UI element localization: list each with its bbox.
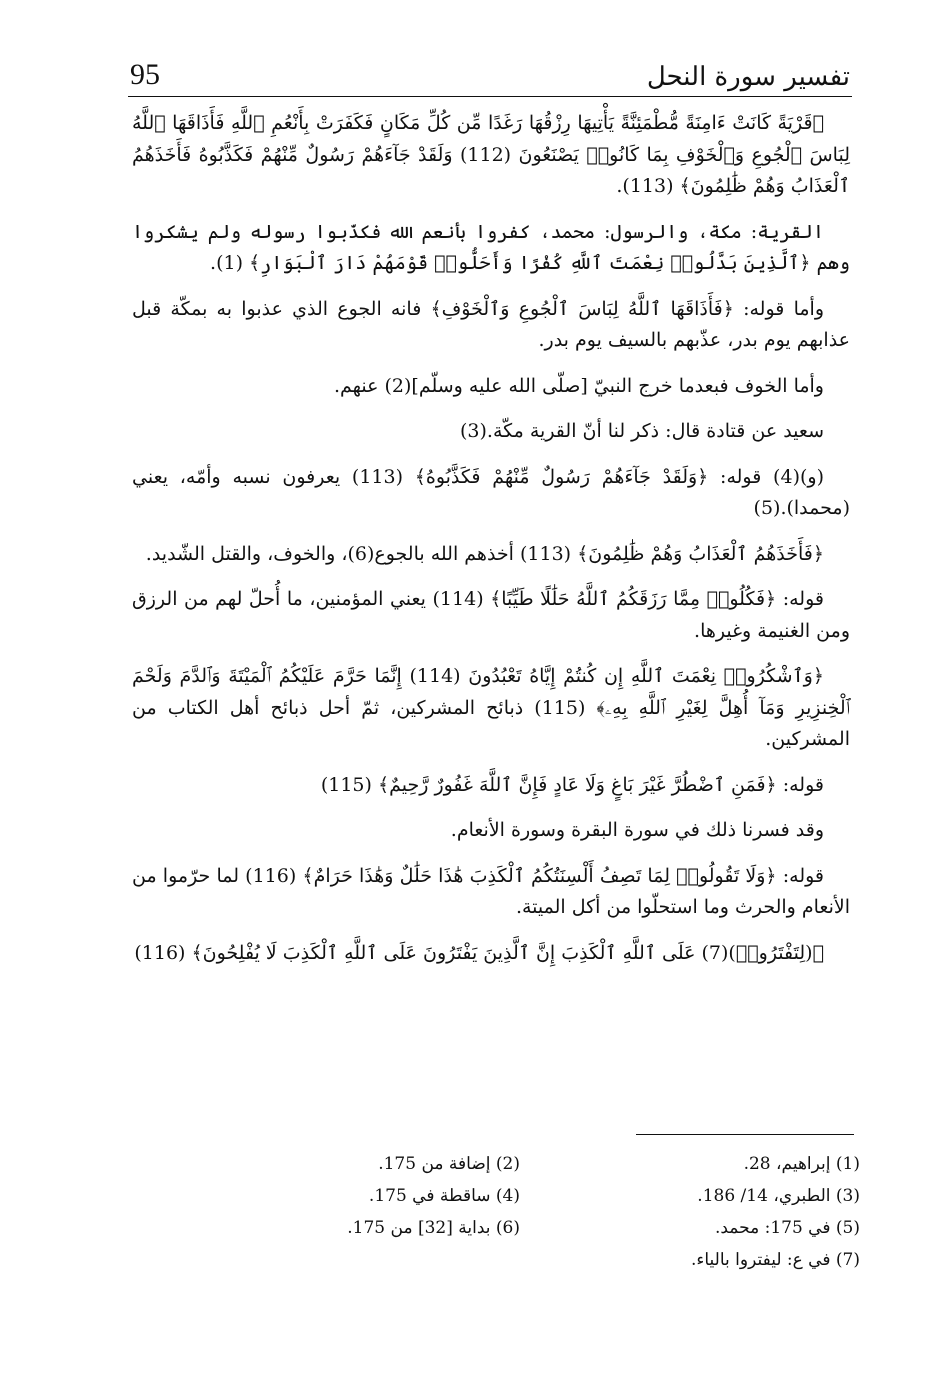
footnote-list [180,1150,860,1274]
paragraph: وقد فسرنا ذلك في سورة البقرة وسورة الأنعام. [450,819,824,841]
footnote-item: (3) الطبري، 14/ 186. [697,1186,860,1206]
footnote-divider [636,1134,854,1135]
paragraph: وأما الخوف فبعدما خرج النبيّ [صلّى الله عليه وسلّم](2) عنهم. [333,374,824,397]
header-divider [128,96,852,97]
paragraph: سعيد عن قتادة قال: ذكر لنا أنّ القرية مكّة.(3) [459,420,824,442]
paragraph: ﴿(لِتَفْتَرُوا۟)(7) عَلَى ٱللَّهِ ٱلْكَذِبَ إِنَّ ٱلَّذِينَ يَفْتَرُونَ عَلَى ٱللَّهِ ٱلْكَذِبَ لَا يُفْلِحُونَ﴾ (116) [134,941,824,964]
paragraph: ﴿فَأَخَذَهُمُ ٱلْعَذَابُ وَهُمْ ظَٰلِمُونَ﴾ (113) أخذهم الله بالجوع(6)، والخوف، والقتل الشّديد. [145,542,824,565]
paragraph: (و)(4) قوله: ﴿وَلَقَدْ جَآءَهُمْ رَسُولٌ مِّنْهُمْ فَكَذَّبُوهُ﴾ (113) يعرفون نسبه وأمّه، يعني (محمدا).(5) [132,465,850,519]
footnote-item: (5) في 175: محمد. [714,1218,860,1238]
main-text [132,108,850,983]
footnote-item: (4) ساقطة في 175. [368,1186,520,1206]
footnotes [180,1150,860,1274]
running-title: تفسير سورة النحل [646,62,850,92]
paragraph: قوله: ﴿فَمَنِ ٱضْطُرَّ غَيْرَ بَاغٍ وَلَا عَادٍ فَإِنَّ ٱللَّهَ غَفُورٌ رَّحِيمٌ﴾ (115) [320,773,824,796]
paragraph: وأما قوله: ﴿فَأَذَاقَهَا ٱللَّهُ لِبَاسَ ٱلْجُوعِ وَٱلْخَوْفِ﴾ فانه الجوع الذي عذبوا به بمكّة قبل عذابهم يوم بدر، عذّبهم بالسيف يوم بدر. [132,297,850,351]
footnote-item: (2) إضافة من 175. [378,1154,520,1174]
page-number: 95 [130,58,160,91]
footnote-item: (7) في ع: ليفتروا بالياء. [690,1250,860,1270]
paragraph: ﴿قَرْيَةً كَانَتْ ءَامِنَةً مُّطْمَئِنَّةً يَأْتِيهَا رِزْقُهَا رَغَدًا مِّن كُلِّ مَكَانٍ فَكَفَرَتْ بِأَنْعُمِ ٱللَّهِ فَأَذَاقَهَا ٱللَّهُ لِبَاسَ ٱلْجُوعِ وَٱلْخَوْفِ بِمَا كَانُوا۟ يَصْنَعُونَ (112) وَلَقَدْ جَآءَهُمْ رَسُولٌ مِّنْهُمْ فَكَذَّبُوهُ فَأَخَذَهُمُ ٱلْعَذَابُ وَهُمْ ظَٰلِمُونَ﴾ (113). [132,112,850,197]
paragraph: ﴿وَٱشْكُرُوا۟ نِعْمَتَ ٱللَّهِ إِن كُنتُمْ إِيَّاهُ تَعْبُدُونَ (114) إِنَّمَا حَرَّمَ عَلَيْكُمُ ٱلْمَيْتَةَ وَٱلدَّمَ وَلَحْمَ ٱلْخِنزِيرِ وَمَآ أُهِلَّ لِغَيْرِ ٱللَّهِ بِهِۦ﴾ (115) ذبائح المشركين، ثمّ أحل ذبائح أهل الكتاب من المشركين. [132,665,850,750]
paragraph: القرية: مكة، والرسول: محمد، كفروا بأنعم الله فكذّبوا رسوله ولم يشكروا وهم ﴿ٱلَّذِينَ بَدَّلُوا۟ نِعْمَتَ ٱللَّهِ كُفْرًا وَأَحَلُّوا۟ قَوْمَهُمْ دَارَ ٱلْبَوَارِ﴾ (1). [132,220,850,274]
footnote-item: (6) بداية [32] من 175. [347,1218,520,1238]
footnote-item: (1) إبراهيم، 28. [743,1154,860,1174]
paragraph: قوله: ﴿فَكُلُوا۟ مِمَّا رَزَقَكُمُ ٱللَّهُ حَلَٰلًا طَيِّبًا﴾ (114) يعني المؤمنين، ما أُحلّ لهم من الرزق ومن الغنيمة وغيرها. [132,588,850,642]
page-header [130,52,850,92]
paragraph: قوله: ﴿وَلَا تَقُولُوا۟ لِمَا تَصِفُ أَلْسِنَتُكُمُ ٱلْكَذِبَ هَٰذَا حَلَٰلٌ وَهَٰذَا حَرَامٌ﴾ (116) لما حرّموا من الأنعام والحرث وما استحلّوا من أكل الميتة. [132,864,850,918]
